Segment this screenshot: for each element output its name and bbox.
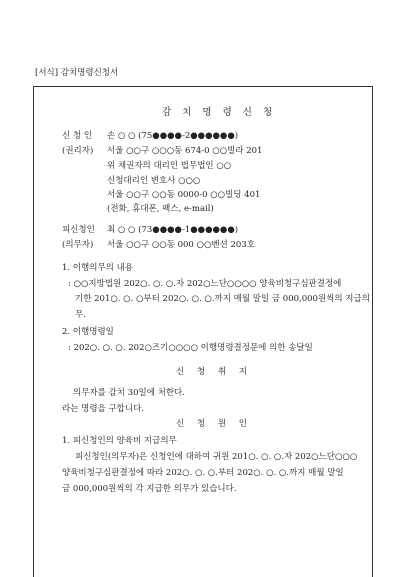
reason-line: 금 000,000원씩의 각 지급한 의무가 있습니다.	[62, 484, 237, 494]
applicant-contact: (전화, 휴대폰, 팩스, e-mail)	[107, 204, 214, 214]
respondent-name: 최 ○ ○ (73●●●●-1●●●●●●)	[107, 225, 239, 235]
respondent-role: (의무자)	[62, 240, 94, 250]
purpose-line: 의무자를 감치 30일에 처한다.	[73, 388, 185, 398]
applicant-name: 손 ○ ○ (75●●●●-2●●●●●●)	[107, 131, 239, 141]
order-date-line: : 202○. ○. ○. 202○즈기○○○○ 이행명령결정문에 의한 송달일	[68, 343, 313, 353]
obligation-line: : ○○지방법원 202○. ○. ○.자 202○느단○○○○ 양육비청구심판결정에	[68, 279, 342, 289]
obligation-line: 기한 201○. ○. ○부터 202○. ○. ○.까지 매월 말일 금 000,000원씩의 지급의	[75, 294, 370, 304]
respondent-label: 피신청인	[62, 225, 95, 235]
applicant-agent-address: 서울 ○○구 ○○동 0000-0 ○○빌딩 401	[107, 190, 261, 200]
applicant-role: (권리자)	[62, 146, 94, 156]
applicant-address: 서울 ○○구 ○○○동 674-0 ○○빌라 201	[107, 146, 263, 156]
purpose-heading: 신 청 취 지	[176, 367, 252, 377]
order-date-heading: 2. 이행명령일	[62, 327, 114, 337]
reason-heading: 신 청 원 인	[176, 419, 252, 429]
reason-subheading: 1. 피신청인의 양육비 지급의무	[62, 436, 177, 446]
obligation-line: 무.	[75, 310, 86, 320]
reason-line: 피신청인(의무자)은 신청인에 대하여 귀원 201○. ○. ○.자 202○느단○○○	[75, 452, 358, 462]
applicant-label: 신 청 인	[62, 131, 93, 141]
document-title: 감 치 명 령 신 청	[162, 107, 277, 118]
applicant-agent-lawyer: 신청대리인 변호사 ○○○	[107, 176, 201, 186]
reason-line: 양육비청구심판결정에 따라 202○. ○. ○.부터 202○. ○. ○.까지 매월 말일	[62, 468, 344, 478]
obligation-heading: 1. 이행의무의 내용	[62, 263, 133, 273]
form-caption: [서식] 감치명령신청서	[35, 68, 119, 78]
respondent-address: 서울 ○○구 ○○동 000 ○○벤션 203호	[107, 240, 255, 250]
applicant-agent-note: 위 채권자의 대리인 법무법인 ○○	[107, 161, 232, 171]
purpose-line: 라는 명령을 구합니다.	[62, 404, 145, 414]
